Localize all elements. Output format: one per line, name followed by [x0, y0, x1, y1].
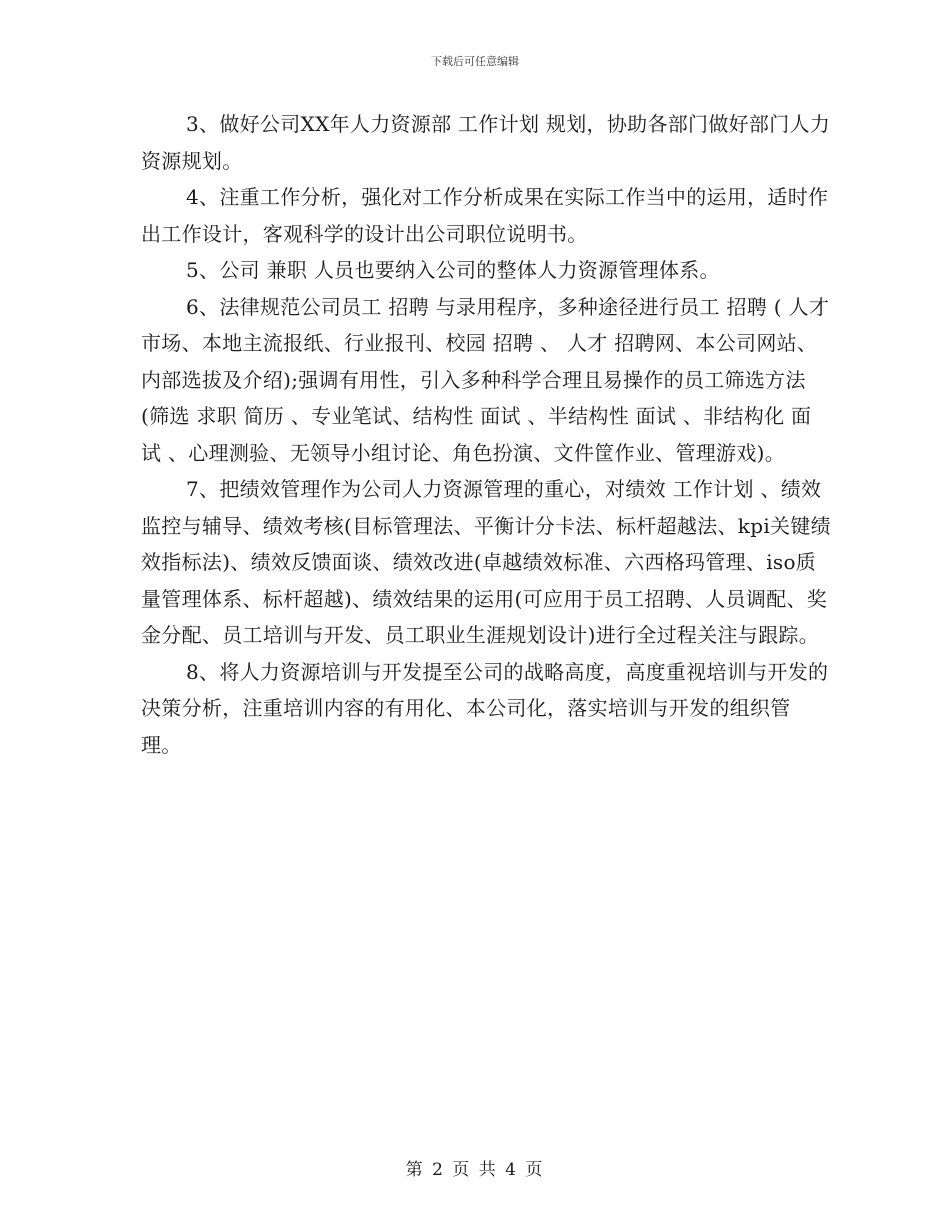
paragraph-6: 6、法律规范公司员工 招聘 与录用程序，多种途径进行员工 招聘 ( 人才 市场、本地主流报纸、行业报刊、校园 招聘 、 人才 招聘网、本公司网站、内部选拔及介绍);强调有用性，引入多种科学合理且易操作的员工筛选方法(筛选 求职 简历 、专业笔试、结构性 面试 、半结构性 面试 、非结构化 面试 、心理测验、无领导小组讨论、角色扮演、文件筐作业、管理游戏)。	[141, 294, 830, 465]
page-header: 下载后可任意编辑	[431, 55, 519, 68]
paragraph-7: 7、把绩效管理作为公司人力资源管理的重心，对绩效 工作计划 、绩效监控与辅导、绩效考核(目标管理法、平衡计分卡法、标杆超越法、kpi关键绩效指标法)、绩效反馈面谈、绩效改进(卓越绩效标准、六西格玛管理、iso质量管理体系、标杆超越)、绩效结果的运用(可应用于员工招聘、人员调配、奖金分配、员工培训与开发、员工职业生涯规划设计)进行全过程关注与跟踪。	[141, 477, 831, 647]
paragraph-3: 3、做好公司XX年人力资源部 工作计划 规划，协助各部门做好部门人力资源规划。	[141, 112, 831, 173]
document-body	[141, 106, 831, 763]
paragraph-8: 8、将人力资源培训与开发提至公司的战略高度，高度重视培训与开发的决策分析，注重培训内容的有用化、本公司化，落实培训与开发的组织管理。	[141, 659, 829, 757]
page-footer: 第 2 页 共 4 页	[405, 1160, 545, 1180]
paragraph-4: 4、注重工作分析，强化对工作分析成果在实际工作当中的运用，适时作出工作设计，客观科学的设计出公司职位说明书。	[141, 185, 829, 246]
paragraph-5: 5、公司 兼职 人员也要纳入公司的整体人力资源管理体系。	[186, 258, 720, 282]
